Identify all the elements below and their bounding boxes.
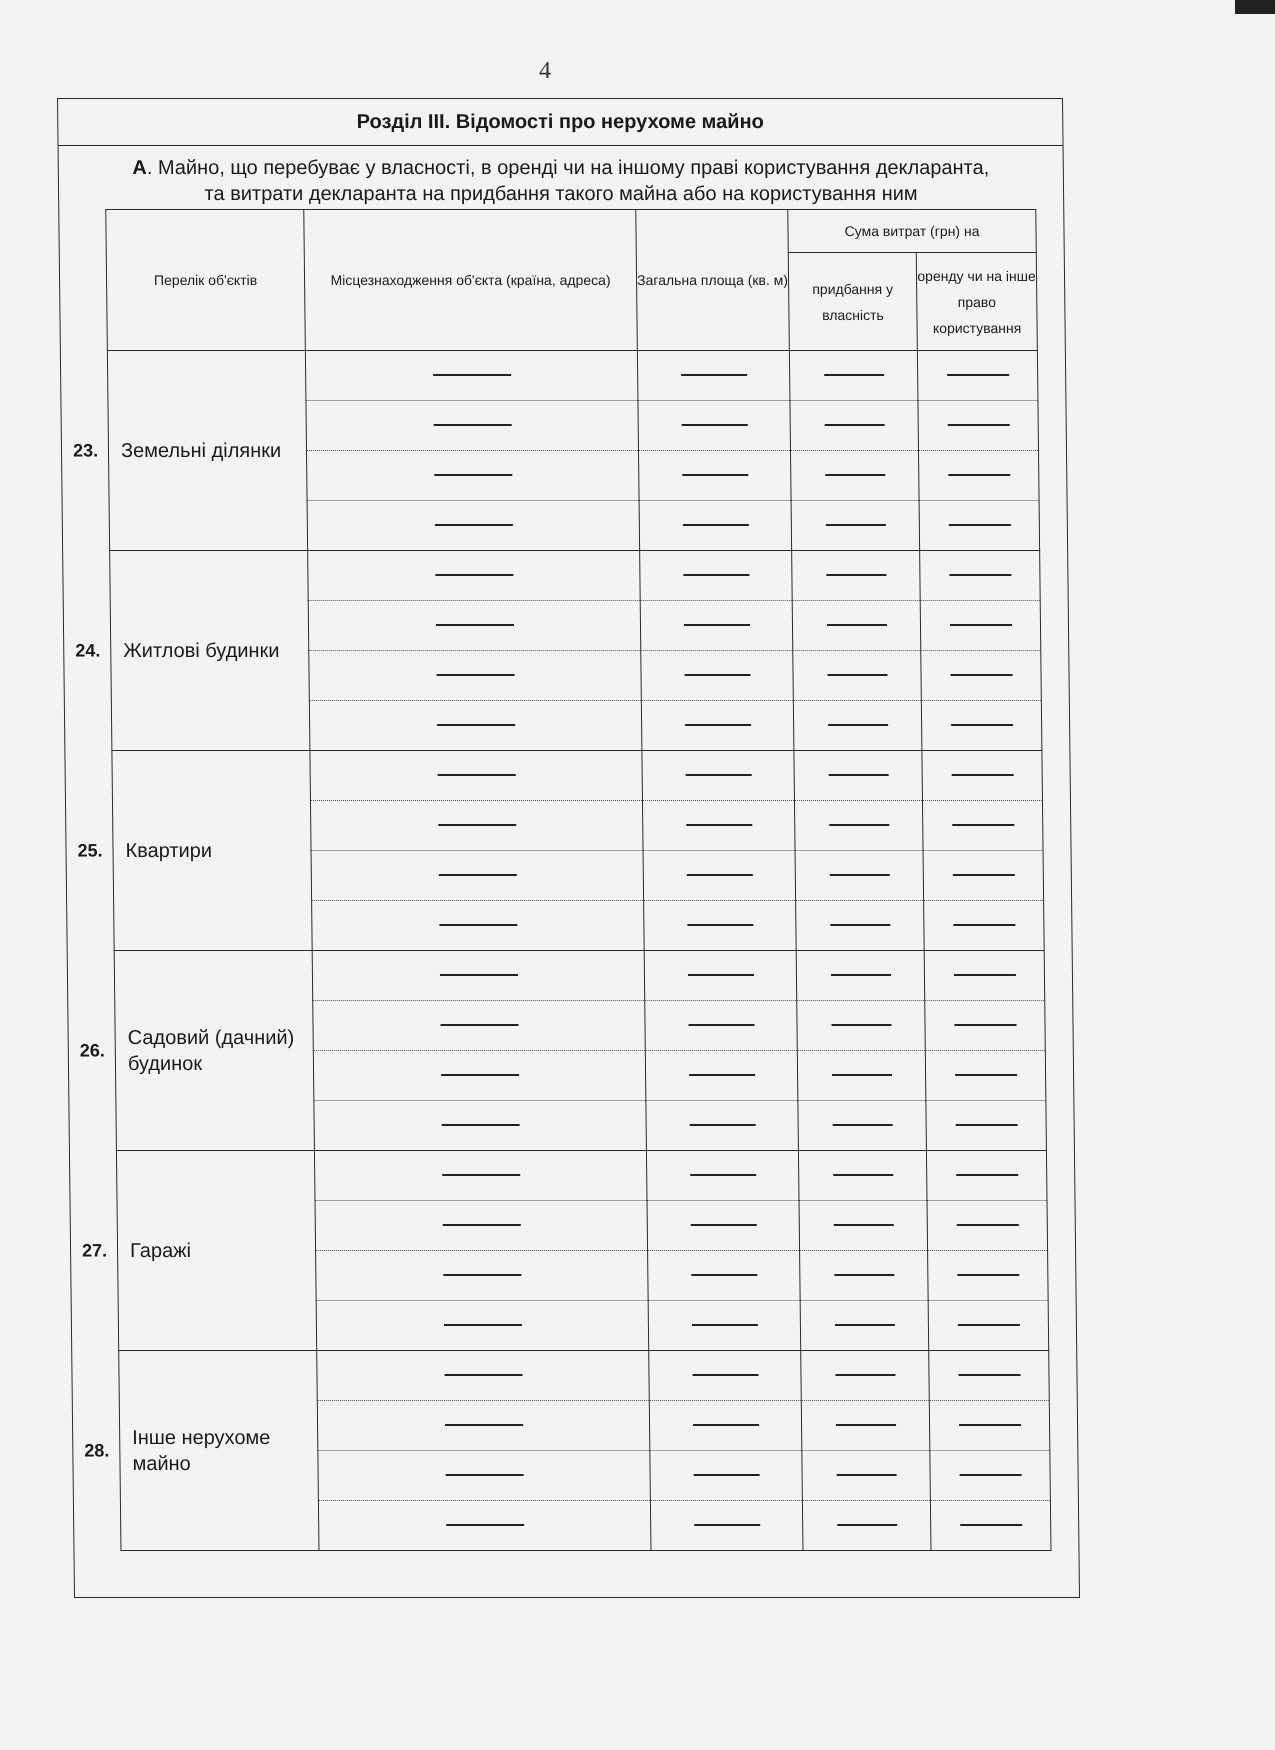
empty-cell: [801, 1401, 930, 1451]
empty-cell: [793, 701, 922, 751]
empty-cell: [317, 1351, 650, 1401]
header-purchase: придбання у власність: [788, 253, 917, 351]
empty-dash-mark: [957, 1324, 1019, 1326]
empty-cell: [797, 1001, 926, 1051]
empty-dash-mark: [435, 624, 513, 626]
empty-cell: [801, 1351, 930, 1401]
empty-cell: [305, 351, 638, 401]
empty-cell: [918, 451, 1039, 501]
empty-dash-mark: [836, 1424, 896, 1426]
empty-cell: [797, 1051, 926, 1101]
row-label: Земельні ділянки: [120, 439, 282, 462]
empty-cell: [310, 801, 643, 851]
empty-dash-mark: [958, 1374, 1020, 1376]
empty-dash-mark: [442, 1224, 520, 1226]
empty-dash-mark: [951, 724, 1013, 726]
empty-dash-mark: [690, 1224, 756, 1226]
page-number: 4: [539, 58, 551, 84]
empty-cell: [800, 1301, 929, 1351]
empty-dash-mark: [682, 474, 748, 476]
empty-cell: [650, 1451, 803, 1501]
empty-cell: [928, 1301, 1049, 1351]
row-number: 23.: [72, 440, 99, 460]
empty-dash-mark: [436, 674, 514, 676]
page-edge: [1235, 0, 1275, 14]
table-row: [112, 751, 1043, 801]
empty-dash-mark: [691, 1274, 757, 1276]
empty-dash-mark: [684, 674, 750, 676]
empty-cell: [794, 751, 923, 801]
empty-dash-mark: [690, 1174, 756, 1176]
empty-cell: [930, 1501, 1051, 1551]
row-number: 27.: [81, 1240, 108, 1260]
empty-dash-mark: [689, 1124, 755, 1126]
empty-cell: [924, 951, 1045, 1001]
row-label: Житлові будинки: [123, 639, 280, 662]
empty-dash-mark: [956, 1224, 1018, 1226]
empty-dash-mark: [824, 424, 884, 426]
empty-dash-mark: [952, 824, 1014, 826]
empty-cell: [308, 601, 641, 651]
header-objects: Перелік об'єктів: [106, 210, 306, 351]
empty-dash-mark: [693, 1474, 759, 1476]
declaration-section-frame: [57, 98, 1080, 1598]
empty-dash-mark: [957, 1274, 1019, 1276]
empty-dash-mark: [441, 1074, 519, 1076]
empty-dash-mark: [681, 424, 747, 426]
empty-dash-mark: [694, 1524, 760, 1526]
empty-cell: [309, 651, 642, 701]
empty-cell: [800, 1251, 929, 1301]
empty-cell: [638, 401, 791, 451]
table-row: [107, 351, 1038, 401]
empty-dash-mark: [828, 774, 888, 776]
empty-dash-mark: [438, 824, 516, 826]
empty-dash-mark: [687, 974, 753, 976]
empty-dash-mark: [947, 424, 1009, 426]
empty-dash-mark: [442, 1174, 520, 1176]
empty-dash-mark: [947, 374, 1009, 376]
empty-cell: [645, 1001, 798, 1051]
empty-dash-mark: [827, 674, 887, 676]
empty-dash-mark: [828, 724, 888, 726]
empty-dash-mark: [443, 1324, 521, 1326]
empty-cell: [798, 1151, 927, 1201]
empty-dash-mark: [692, 1374, 758, 1376]
empty-cell: [918, 401, 1039, 451]
empty-cell: [919, 501, 1040, 551]
empty-cell: [312, 951, 645, 1001]
empty-cell: [309, 701, 642, 751]
empty-cell: [311, 851, 644, 901]
empty-cell: [798, 1101, 927, 1151]
empty-dash-mark: [948, 524, 1010, 526]
row-label: Садовий (дачний) будинок: [127, 1026, 295, 1075]
empty-cell: [921, 701, 1042, 751]
empty-dash-mark: [443, 1274, 521, 1276]
empty-cell: [792, 551, 921, 601]
empty-cell: [317, 1401, 650, 1451]
empty-dash-mark: [683, 624, 749, 626]
empty-dash-mark: [949, 574, 1011, 576]
subsection-letter: А: [132, 157, 147, 179]
empty-cell: [641, 701, 794, 751]
empty-dash-mark: [954, 1024, 1016, 1026]
empty-dash-mark: [445, 1424, 523, 1426]
row-number: 26.: [79, 1040, 105, 1060]
empty-dash-mark: [434, 524, 512, 526]
empty-cell: [645, 1051, 798, 1101]
subtitle-line-2: та витрати декларанта на придбання такого майна або на користування ним: [204, 183, 918, 205]
header-location: Місцезнаходження об'єкта (країна, адреса): [304, 210, 638, 351]
empty-cell: [638, 451, 791, 501]
row-category: [72, 351, 307, 551]
empty-cell: [799, 1201, 928, 1251]
empty-cell: [922, 751, 1043, 801]
empty-cell: [313, 1051, 646, 1101]
header-rent: оренду чи на інше право користування: [916, 253, 1037, 351]
empty-cell: [649, 1351, 802, 1401]
empty-dash-mark: [693, 1424, 759, 1426]
empty-cell: [310, 751, 643, 801]
empty-cell: [792, 601, 921, 651]
empty-dash-mark: [953, 974, 1015, 976]
empty-dash-mark: [837, 1524, 897, 1526]
empty-dash-mark: [691, 1324, 757, 1326]
empty-dash-mark: [440, 1024, 518, 1026]
row-category: [81, 1151, 316, 1351]
empty-cell: [929, 1401, 1050, 1451]
empty-dash-mark: [956, 1174, 1018, 1176]
empty-cell: [795, 851, 924, 901]
empty-cell: [922, 801, 1043, 851]
empty-cell: [917, 351, 1038, 401]
empty-dash-mark: [682, 524, 748, 526]
empty-cell: [925, 1001, 1046, 1051]
empty-dash-mark: [689, 1074, 755, 1076]
empty-cell: [802, 1451, 931, 1501]
row-category: [77, 751, 312, 951]
empty-cell: [794, 801, 923, 851]
empty-dash-mark: [686, 824, 752, 826]
empty-cell: [642, 801, 795, 851]
empty-cell: [318, 1451, 651, 1501]
empty-cell: [925, 1051, 1046, 1101]
empty-dash-mark: [824, 374, 884, 376]
empty-cell: [639, 501, 792, 551]
empty-dash-mark: [835, 1374, 895, 1376]
empty-dash-mark: [959, 1474, 1021, 1476]
empty-dash-mark: [437, 724, 515, 726]
empty-cell: [646, 1151, 799, 1201]
empty-cell: [647, 1201, 800, 1251]
empty-cell: [318, 1501, 651, 1551]
empty-cell: [920, 601, 1041, 651]
empty-dash-mark: [687, 924, 753, 926]
empty-dash-mark: [825, 524, 885, 526]
empty-cell: [802, 1501, 931, 1551]
real-estate-table: [72, 209, 1051, 1551]
empty-cell: [641, 651, 794, 701]
row-label: Квартири: [125, 839, 213, 862]
empty-cell: [926, 1151, 1047, 1201]
empty-cell: [930, 1451, 1051, 1501]
empty-dash-mark: [825, 474, 885, 476]
subtitle-line-1: . Майно, що перебуває у власності, в оренді чи на іншому праві користування декларанта,: [146, 157, 990, 179]
empty-dash-mark: [832, 1074, 892, 1076]
empty-dash-mark: [434, 474, 512, 476]
empty-dash-mark: [433, 374, 511, 376]
row-label: Інше нерухоме майно: [132, 1426, 271, 1475]
empty-dash-mark: [445, 1474, 523, 1476]
empty-cell: [308, 551, 641, 601]
empty-cell: [796, 901, 925, 951]
header-area: Загальна площа (кв. м): [636, 210, 790, 351]
empty-cell: [926, 1101, 1047, 1151]
empty-dash-mark: [433, 424, 511, 426]
empty-cell: [637, 351, 790, 401]
empty-dash-mark: [688, 1024, 754, 1026]
empty-cell: [921, 651, 1042, 701]
row-number: 24.: [75, 640, 101, 660]
empty-cell: [790, 451, 919, 501]
row-category: [75, 551, 310, 751]
empty-cell: [643, 851, 796, 901]
table-row: [114, 951, 1045, 1001]
empty-dash-mark: [437, 774, 515, 776]
empty-dash-mark: [439, 974, 517, 976]
subsection-title: [59, 155, 1064, 207]
empty-cell: [927, 1201, 1048, 1251]
row-category: [84, 1351, 319, 1551]
empty-dash-mark: [831, 1024, 891, 1026]
empty-cell: [649, 1401, 802, 1451]
empty-cell: [923, 851, 1044, 901]
empty-dash-mark: [439, 924, 517, 926]
table-row: [119, 1351, 1050, 1401]
empty-cell: [316, 1301, 649, 1351]
table-row: [116, 1151, 1047, 1201]
empty-dash-mark: [834, 1274, 894, 1276]
empty-cell: [928, 1251, 1049, 1301]
empty-dash-mark: [948, 474, 1010, 476]
empty-dash-mark: [441, 1124, 519, 1126]
empty-dash-mark: [830, 924, 890, 926]
empty-dash-mark: [955, 1074, 1017, 1076]
empty-cell: [642, 751, 795, 801]
empty-dash-mark: [832, 1124, 892, 1126]
empty-cell: [644, 951, 797, 1001]
empty-dash-mark: [952, 874, 1014, 876]
empty-cell: [306, 451, 639, 501]
empty-dash-mark: [685, 724, 751, 726]
empty-dash-mark: [686, 874, 752, 876]
row-number: 28.: [84, 1440, 110, 1460]
empty-cell: [307, 501, 640, 551]
empty-dash-mark: [435, 574, 513, 576]
empty-cell: [924, 901, 1045, 951]
empty-cell: [791, 501, 920, 551]
empty-cell: [648, 1251, 801, 1301]
empty-cell: [929, 1351, 1050, 1401]
header-expenses: Сума витрат (грн) на: [788, 210, 1037, 253]
empty-dash-mark: [833, 1174, 893, 1176]
empty-dash-mark: [829, 824, 889, 826]
empty-dash-mark: [960, 1524, 1022, 1526]
empty-dash-mark: [830, 974, 890, 976]
empty-dash-mark: [685, 774, 751, 776]
empty-dash-mark: [829, 874, 889, 876]
empty-cell: [650, 1501, 803, 1551]
empty-cell: [790, 401, 919, 451]
empty-dash-mark: [834, 1324, 894, 1326]
empty-cell: [314, 1151, 647, 1201]
empty-dash-mark: [683, 574, 749, 576]
empty-dash-mark: [446, 1524, 524, 1526]
row-label: Гаражі: [129, 1239, 192, 1262]
table-body: [72, 351, 1051, 1551]
empty-cell: [316, 1251, 649, 1301]
empty-cell: [640, 601, 793, 651]
empty-cell: [313, 1001, 646, 1051]
empty-cell: [789, 351, 918, 401]
table-row: [110, 551, 1041, 601]
empty-dash-mark: [959, 1424, 1021, 1426]
empty-cell: [640, 551, 793, 601]
empty-cell: [648, 1301, 801, 1351]
empty-cell: [306, 401, 639, 451]
empty-cell: [312, 901, 645, 951]
empty-dash-mark: [836, 1474, 896, 1476]
empty-cell: [796, 951, 925, 1001]
empty-dash-mark: [949, 624, 1011, 626]
empty-cell: [644, 901, 797, 951]
empty-cell: [920, 551, 1041, 601]
empty-dash-mark: [826, 574, 886, 576]
empty-dash-mark: [950, 674, 1012, 676]
empty-dash-mark: [681, 374, 747, 376]
row-category: [79, 951, 314, 1151]
empty-dash-mark: [438, 874, 516, 876]
empty-dash-mark: [444, 1374, 522, 1376]
empty-dash-mark: [833, 1224, 893, 1226]
empty-cell: [314, 1101, 647, 1151]
empty-dash-mark: [951, 774, 1013, 776]
empty-dash-mark: [953, 924, 1015, 926]
row-number: 25.: [77, 840, 103, 860]
empty-dash-mark: [955, 1124, 1017, 1126]
empty-dash-mark: [826, 624, 886, 626]
section-title: Розділ III. Відомості про нерухоме майно: [58, 99, 1063, 146]
empty-cell: [646, 1101, 799, 1151]
empty-cell: [793, 651, 922, 701]
empty-cell: [315, 1201, 648, 1251]
